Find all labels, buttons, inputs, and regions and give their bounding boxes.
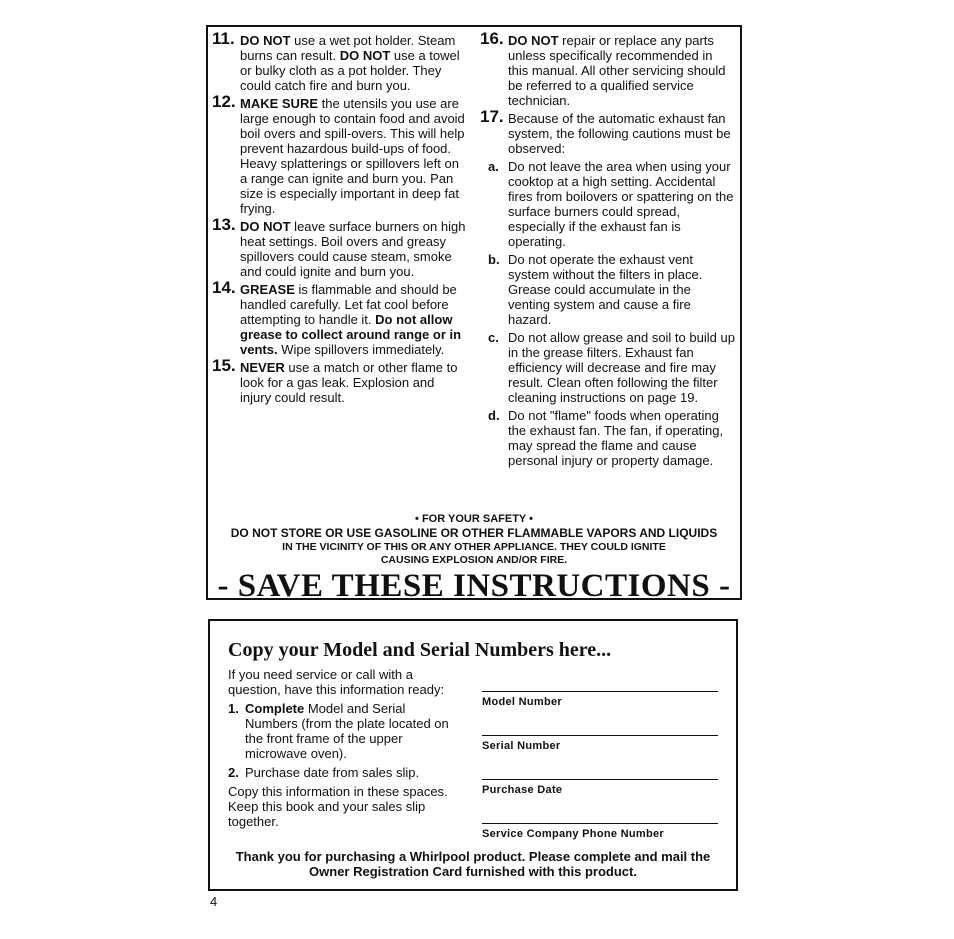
item-bold: Do not allow grease to collect around range or in vents. bbox=[240, 312, 462, 357]
copy-step-1 bbox=[228, 701, 458, 761]
step-number: 1. bbox=[228, 701, 239, 716]
subitem-text: Do not operate the exhaust vent system without the filters in place. Grease could accumulate in the venting system and cause a fire hazard. bbox=[508, 252, 703, 327]
item-text: repair or replace any parts unless specifically recommended in this manual. All other servicing should be referred to a qualified service technician. bbox=[508, 33, 726, 108]
subitem-letter: c. bbox=[488, 330, 499, 345]
safety-item-13 bbox=[212, 215, 466, 279]
safety-item-12 bbox=[212, 92, 466, 216]
purchase-date-field[interactable] bbox=[482, 779, 722, 823]
item-number: 13. bbox=[212, 215, 236, 234]
item-text: leave surface burners on high heat settings. Boil overs and greasy spillovers could cause steam, smoke and could ignite and burn you. bbox=[240, 219, 466, 279]
item-number: 14. bbox=[212, 278, 236, 297]
copy-outro: Copy this information in these spaces. Keep this book and your sales slip together. bbox=[228, 784, 448, 829]
safety-item-11 bbox=[212, 29, 466, 93]
safety-subitem-c bbox=[480, 330, 736, 405]
safety-item-15 bbox=[212, 356, 466, 405]
step-number: 2. bbox=[228, 765, 239, 780]
thank-you-note: Thank you for purchasing a Whirlpool product. Please complete and mail the Owner Registration Card furnished with this product. bbox=[235, 849, 711, 879]
model-serial-box bbox=[208, 619, 738, 891]
subitem-text: Do not allow grease and soil to build up in the grease filters. Exhaust fan efficiency will decrease and fire may result. Clean often following the filter cleaning instructions on page 19. bbox=[508, 330, 735, 405]
item-lead: DO NOT bbox=[508, 33, 559, 48]
copy-numbers-title: Copy your Model and Serial Numbers here... bbox=[228, 639, 612, 661]
item-text: Wipe spillovers immediately. bbox=[277, 342, 445, 357]
safety-item-17 bbox=[480, 107, 736, 156]
vicinity-warning-line: IN THE VICINITY OF THIS OR ANY OTHER APPLIANCE. THEY COULD IGNITE bbox=[282, 541, 666, 553]
page-number: 4 bbox=[210, 894, 218, 909]
step-lead: Complete bbox=[245, 701, 305, 716]
item-number: 16. bbox=[480, 29, 504, 48]
subitem-letter: a. bbox=[488, 159, 499, 174]
gasoline-warning-line: DO NOT STORE OR USE GASOLINE OR OTHER FLAMMABLE VAPORS AND LIQUIDS bbox=[230, 526, 718, 540]
record-fields bbox=[482, 691, 722, 867]
safety-column-left bbox=[212, 29, 466, 408]
step-text: Model and Serial Numbers (from the plate located on the front frame of the upper microwave oven). bbox=[245, 701, 449, 761]
serial-number-field[interactable] bbox=[482, 735, 722, 779]
service-phone-label: Service Company Phone Number bbox=[482, 828, 665, 840]
item-text: use a wet pot holder. Steam burns can result. bbox=[240, 33, 456, 63]
item-number: 11. bbox=[212, 29, 235, 48]
item-bold: DO NOT bbox=[339, 48, 391, 63]
serial-number-label: Serial Number bbox=[482, 740, 561, 752]
copy-instructions bbox=[228, 667, 458, 833]
save-instructions-heading: - SAVE THESE INSTRUCTIONS - bbox=[217, 568, 731, 604]
subitem-letter: b. bbox=[488, 252, 500, 267]
item-number: 15. bbox=[212, 356, 236, 375]
serial-number-line bbox=[482, 735, 718, 736]
model-number-label: Model Number bbox=[482, 696, 562, 708]
item-text: use a match or other flame to look for a gas leak. Explosion and injury could result. bbox=[240, 360, 458, 405]
safety-warning-footer bbox=[208, 512, 740, 605]
step-text: Purchase date from sales slip. bbox=[245, 765, 420, 780]
item-lead: DO NOT bbox=[240, 33, 291, 48]
explosion-warning-line: CAUSING EXPLOSION AND/OR FIRE. bbox=[380, 554, 568, 566]
item-number: 12. bbox=[212, 92, 236, 111]
safety-item-16 bbox=[480, 29, 736, 108]
model-number-line bbox=[482, 691, 718, 692]
subitem-letter: d. bbox=[488, 408, 500, 423]
item-lead: DO NOT bbox=[240, 219, 291, 234]
item-text: Because of the automatic exhaust fan system, the following cautions must be observed: bbox=[508, 111, 731, 156]
safety-column-right bbox=[480, 29, 736, 471]
safety-item-14 bbox=[212, 278, 466, 357]
purchase-date-line bbox=[482, 779, 718, 780]
purchase-date-label: Purchase Date bbox=[482, 784, 563, 796]
service-phone-line bbox=[482, 823, 718, 824]
item-text: is flammable and should be handled carefully. Let fat cool before attempting to handle it. bbox=[240, 282, 457, 327]
safety-subitem-d bbox=[480, 408, 736, 468]
safety-subitem-b bbox=[480, 252, 736, 327]
subitem-text: Do not leave the area when using your cooktop at a high setting. Accidental fires from boilovers or spattering on the surface burners could spread, especially if the exhaust fan is operating. bbox=[508, 159, 734, 249]
subitem-text: Do not "flame" foods when operating the exhaust fan. The fan, if operating, may spread the flame and cause personal injury or property damage. bbox=[508, 408, 724, 468]
copy-intro: If you need service or call with a question, have this information ready: bbox=[228, 667, 445, 697]
copy-step-2 bbox=[228, 765, 458, 780]
item-number: 17. bbox=[480, 107, 504, 126]
item-lead: GREASE bbox=[240, 282, 295, 297]
item-lead: MAKE SURE bbox=[240, 96, 319, 111]
safety-instructions-box bbox=[206, 25, 742, 604]
safety-subitem-a bbox=[480, 159, 736, 249]
for-your-safety-label: • FOR YOUR SAFETY • bbox=[415, 513, 533, 525]
model-number-field[interactable] bbox=[482, 691, 722, 735]
item-text: use a towel or bulky cloth as a pot holder. They could catch fire and burn you. bbox=[240, 48, 460, 93]
item-lead: NEVER bbox=[240, 360, 285, 375]
item-text: the utensils you use are large enough to contain food and avoid boil overs and spill-overs. This will help prevent hazardous build-ups of food. Heavy splatterings or spillovers left on a range can ignite and burn you. Pan size is especially important in deep fat frying. bbox=[240, 96, 465, 216]
